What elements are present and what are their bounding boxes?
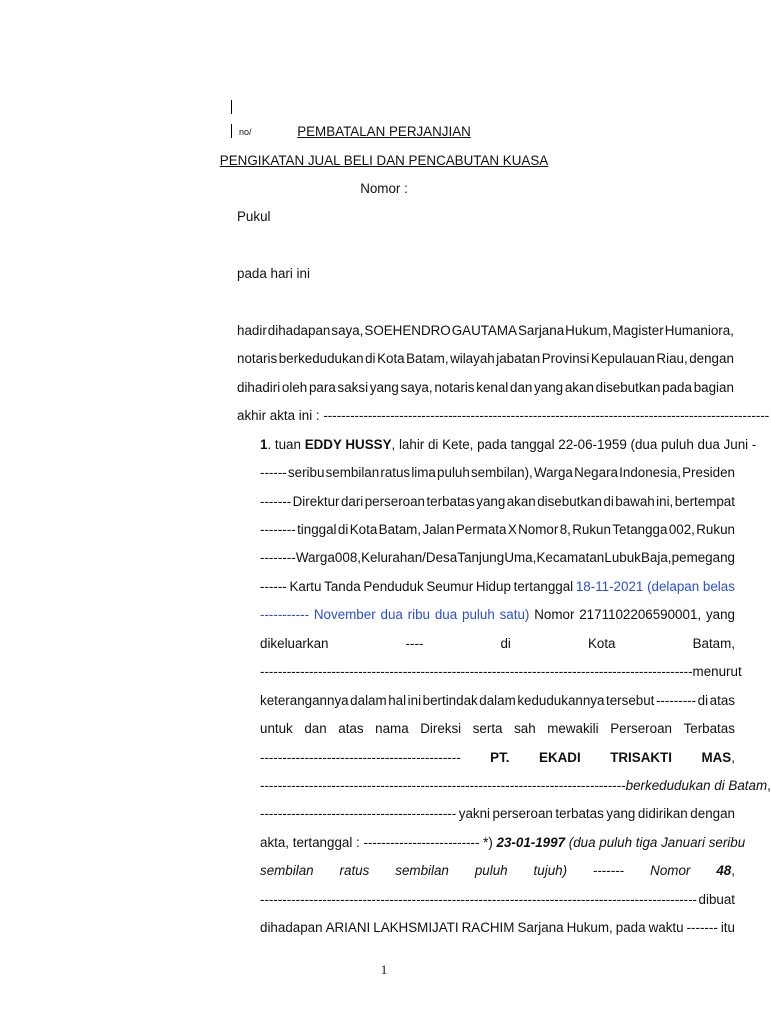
item-text: menurut <box>692 664 742 679</box>
word: para <box>308 380 336 395</box>
word: hal <box>388 693 407 708</box>
word: saya, <box>331 323 364 338</box>
word: Perseroan <box>610 721 672 736</box>
item-line <box>260 721 735 736</box>
item-text: dibuat <box>698 892 735 907</box>
item-text: sembilan <box>395 863 449 878</box>
word: yakni <box>458 806 491 821</box>
word: Rukun <box>572 522 611 537</box>
word: tersebut <box>606 693 655 708</box>
word: Lubuk <box>604 550 641 565</box>
item-line <box>260 778 771 793</box>
item-text: tujuh) <box>533 863 568 878</box>
word: waktu <box>648 920 684 935</box>
word: yang <box>606 806 636 821</box>
dash-fill: ---------------------------------------------------------------------------------- <box>260 778 626 793</box>
word: atas <box>338 721 364 736</box>
word: 008, <box>334 550 361 565</box>
intro-line <box>237 323 734 338</box>
word: Tanda <box>324 579 361 594</box>
item-line <box>260 806 735 821</box>
item-text: ratus <box>339 863 370 878</box>
word: saya, <box>400 380 433 395</box>
item-text: (dua puluh tiga Januari seribu <box>565 835 746 850</box>
word: Humaniora, <box>664 323 734 338</box>
word: ---- <box>405 636 424 651</box>
word: Penduduk <box>363 579 424 594</box>
word: pada <box>615 920 646 935</box>
word: Rukun <box>696 522 735 537</box>
word: Permata <box>455 522 507 537</box>
word: X <box>507 522 517 537</box>
intro-line <box>237 380 734 395</box>
word: -------------------------------------------- <box>260 806 457 821</box>
dash-fill: ------- <box>593 863 625 878</box>
word: -------- <box>260 550 296 565</box>
word: SOEHENDRO <box>364 323 451 338</box>
item-text: , <box>767 778 771 793</box>
word: Tetangga <box>612 522 668 537</box>
company-name: PT. <box>490 750 510 765</box>
word: Sarjana <box>517 323 565 338</box>
intro-text: akhir akta ini : ---------------------------------------------------------------------------------------------------- <box>237 408 770 423</box>
word: nama <box>375 721 409 736</box>
word: dua <box>434 607 458 622</box>
word: sembilan), <box>470 465 533 480</box>
item-text: sembilan <box>260 863 314 878</box>
word: 2171102206590001, <box>579 607 702 622</box>
item-text: , lahir di Kete, pada tanggal 22-06-1959 (dua puluh dua Juni - <box>391 437 757 452</box>
word: RACHIM <box>461 920 515 935</box>
word: Nomor <box>518 522 559 537</box>
word: Batam, <box>378 522 422 537</box>
company-name: MAS <box>701 750 732 765</box>
word: pemegang <box>671 550 735 565</box>
word: 18-11-2021 (delapan belas <box>575 579 735 594</box>
word: Uma, <box>504 550 537 565</box>
word: yang <box>369 380 399 395</box>
word: untuk <box>260 721 293 736</box>
item-text: Nomor <box>650 863 691 878</box>
word: Kota <box>349 522 378 537</box>
word: dihadapan <box>260 920 323 935</box>
word: dikeluarkan <box>260 636 329 651</box>
item-line <box>260 465 735 480</box>
word: Kartu <box>289 579 322 594</box>
word: 002, <box>668 522 695 537</box>
item-line <box>260 920 735 935</box>
word: Jalan <box>422 522 455 537</box>
word: Warga <box>295 550 335 565</box>
word: keterangannya <box>260 693 349 708</box>
word: hadir <box>237 323 267 338</box>
word: satu) <box>499 607 530 622</box>
person-name: EDDY HUSSY <box>304 437 392 452</box>
word: sah <box>514 721 536 736</box>
word: Riau, <box>656 351 688 366</box>
item-line <box>260 437 757 452</box>
word: notaris <box>434 380 475 395</box>
item-line <box>260 863 735 878</box>
item-text: . tuan <box>267 437 305 452</box>
intro-line <box>237 408 770 423</box>
word: bawah <box>615 494 655 509</box>
word: LAKHSMIJATI <box>373 920 459 935</box>
word: mewakili <box>547 721 599 736</box>
word: ------ <box>260 465 287 480</box>
word: tinggal <box>297 522 337 537</box>
deed-date: 23-01-1997 <box>496 835 566 850</box>
word: terbatas <box>555 806 604 821</box>
word: perseroan <box>492 806 553 821</box>
word: Terbatas <box>683 721 735 736</box>
word: bagian <box>693 380 734 395</box>
word: jabatan <box>496 351 541 366</box>
word: ----------- <box>260 607 310 622</box>
word: itu <box>720 920 735 935</box>
word: Batam, <box>406 351 449 366</box>
text-cursor-mark <box>231 100 232 114</box>
word: Provinsi <box>541 351 590 366</box>
word: sembilan <box>325 465 380 480</box>
word: dalam <box>479 693 516 708</box>
word: bertindak <box>422 693 478 708</box>
word: di <box>365 351 376 366</box>
item-line <box>260 664 742 679</box>
dash-fill: -------------------------------------------------------------------------------------------------- <box>260 892 697 907</box>
word: November <box>313 607 376 622</box>
word: ------- <box>686 920 718 935</box>
word: notaris <box>237 351 278 366</box>
pukul-label: Pukul <box>237 209 271 224</box>
word: berkedudukan <box>278 351 364 366</box>
word: ratus <box>380 465 411 480</box>
word: Tanjung <box>457 550 505 565</box>
pada-hari-ini-label: pada hari ini <box>237 266 310 281</box>
word: tertanggal <box>513 579 574 594</box>
word: Direksi <box>420 721 462 736</box>
word: Baja, <box>641 550 672 565</box>
item-text: puluh <box>474 863 508 878</box>
word: ARIANI <box>325 920 371 935</box>
word: dihadiri <box>237 380 281 395</box>
word: disebutkan <box>595 380 661 395</box>
word: Hukum, <box>566 920 613 935</box>
word: serta <box>472 721 503 736</box>
word: ini, <box>656 494 674 509</box>
word: di <box>697 693 709 708</box>
word: Sarjana <box>517 920 564 935</box>
word: dan <box>304 721 327 736</box>
word: Presiden <box>682 465 735 480</box>
word: ini <box>407 693 422 708</box>
word: -------- <box>260 522 296 537</box>
word: disebutkan <box>537 494 602 509</box>
item-text: , <box>731 863 735 878</box>
word: Kelurahan/Desa <box>361 550 458 565</box>
word: terbatas <box>426 494 475 509</box>
word: Direktur <box>292 494 340 509</box>
word: Seumur <box>426 579 474 594</box>
document-subtitle: PENGIKATAN JUAL BELI DAN PENCABUTAN KUASA <box>219 153 549 168</box>
word: dengan <box>689 351 734 366</box>
deed-number: 48 <box>716 863 732 878</box>
word: ------ <box>260 579 287 594</box>
word: saksi <box>337 380 369 395</box>
item-line <box>260 835 746 850</box>
word: ------- <box>260 494 292 509</box>
word: kenal <box>476 380 509 395</box>
page-number: 1 <box>380 962 388 977</box>
item-line <box>260 892 735 907</box>
word: Kepulauan <box>590 351 655 366</box>
item-text: , <box>731 750 735 765</box>
item-text: akta, tertanggal : -------------------------- *) <box>260 835 497 850</box>
word: yang <box>705 607 735 622</box>
item-line <box>260 636 735 651</box>
word: dengan <box>690 806 735 821</box>
domicile-text: berkedudukan di Batam <box>625 778 768 793</box>
word: Hukum, <box>565 323 612 338</box>
word: --------- <box>655 693 697 708</box>
item-line <box>260 750 735 765</box>
word: di <box>603 494 614 509</box>
word: oleh <box>281 380 308 395</box>
company-name: TRISAKTI <box>610 750 672 765</box>
word: lima <box>411 465 436 480</box>
word: yang <box>534 380 564 395</box>
word: dari <box>340 494 364 509</box>
word: puluh <box>462 607 495 622</box>
word: dan <box>510 380 533 395</box>
nomor-label: Nomor : <box>360 181 408 196</box>
word: Kecamatan <box>536 550 605 565</box>
word: dalam <box>350 693 387 708</box>
item-line <box>260 607 735 622</box>
word: yang <box>476 494 506 509</box>
document-title: PEMBATALAN PERJANJIAN <box>297 124 471 139</box>
dash-fill: --------------------------------------------- <box>260 750 461 765</box>
word: akan <box>506 494 536 509</box>
word: Warga <box>533 465 573 480</box>
word: wilayah <box>450 351 495 366</box>
intro-line <box>237 351 734 366</box>
word: didirikan <box>637 806 688 821</box>
word: Negara <box>574 465 618 480</box>
word: bertempat <box>674 494 735 509</box>
word: seribu <box>287 465 325 480</box>
item-line <box>260 693 735 708</box>
dash-fill: ------------------------------------------------------------------------------------------------- <box>260 664 693 679</box>
item-number: 1 <box>260 437 268 452</box>
word: Batam, <box>692 636 735 651</box>
word: akan <box>564 380 594 395</box>
word: GAUTAMA <box>451 323 517 338</box>
word: puluh <box>437 465 470 480</box>
word: Magister <box>612 323 664 338</box>
no-label: no/ <box>239 127 252 137</box>
word: Kota <box>377 351 405 366</box>
word: perseroan <box>364 494 426 509</box>
item-line <box>260 579 735 594</box>
word: kedudukannya <box>517 693 605 708</box>
word: pada <box>662 380 692 395</box>
word: dua <box>380 607 403 622</box>
word: Nomor <box>534 607 575 622</box>
item-line <box>260 494 735 509</box>
word: di <box>337 522 349 537</box>
item-line <box>260 522 735 537</box>
company-name: EKADI <box>539 750 581 765</box>
word: ribu <box>407 607 431 622</box>
word: Indonesia, <box>619 465 681 480</box>
word: 8, <box>559 522 571 537</box>
word: atas <box>709 693 735 708</box>
item-line <box>260 550 735 565</box>
word: di <box>500 636 511 651</box>
word: Kota <box>587 636 616 651</box>
word: dihadapan <box>267 323 331 338</box>
word: Hidup <box>475 579 511 594</box>
